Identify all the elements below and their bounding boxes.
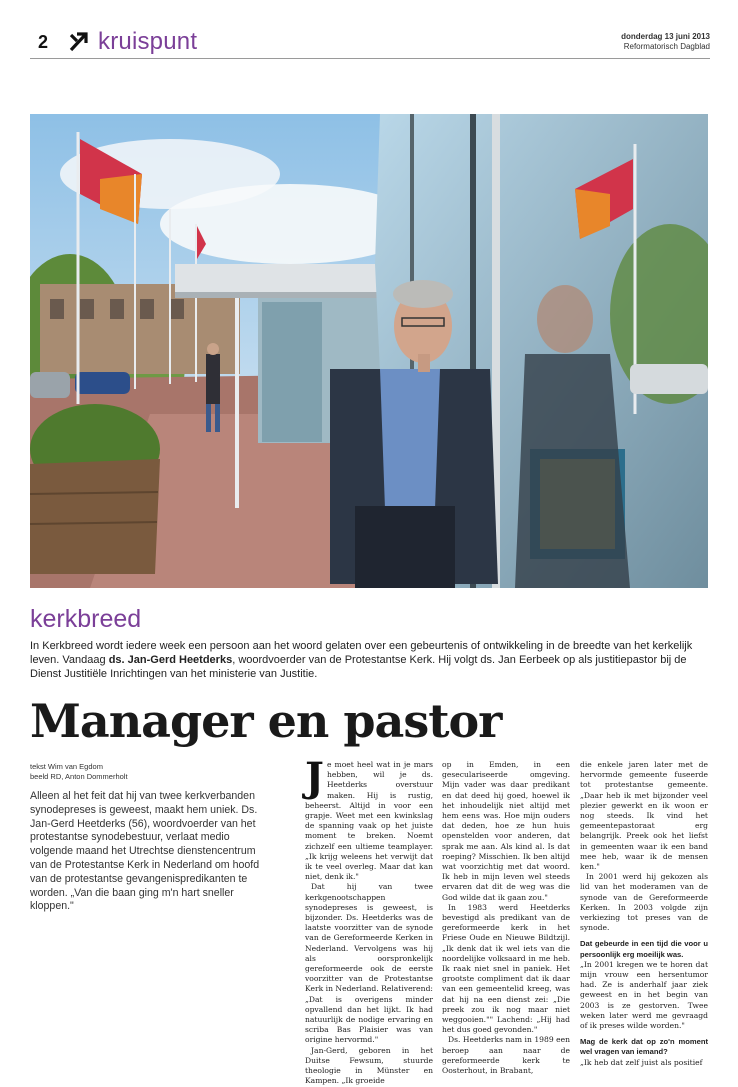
paragraph: Jan-Gerd, geboren in het Duitse Fewsum, stuurde theologie in Münster en Kampen. „Ik groeide (305, 1045, 433, 1086)
intro-name: ds. Jan-Gerd Heetderks (108, 654, 233, 667)
article-credits (30, 762, 128, 782)
paragraph: Ds. Heetderks nam in 1989 een beroep aan naar de gereformeerde kerk te Oosterhout, in Brabant, (442, 1035, 570, 1076)
article-lead: Alleen al het feit dat hij van twee kerkverbanden synodepreses is geweest, maakt hem uniek. Ds. Jan-Gerd Heetderks (56), woordvoerder van het protestantse synodebestuur, verlaat medio volgende maand het Utrechtse dienstencentrum van de Protestantse Kerk in Nederland om hoofd van de protestantse gevangenispredikanten te worden. „Van die baan ging m'n hart sneller kloppen." (30, 790, 260, 913)
interview-question: Mag de kerk dat op zo'n moment wel vragen van iemand? (580, 1037, 708, 1057)
credit-photo: beeld RD, Anton Dommerholt (30, 772, 128, 781)
newspaper-name: Reformatorisch Dagblad (623, 42, 710, 51)
page-number: 2 (38, 32, 49, 52)
article-column-3 (580, 760, 708, 1068)
article-photo (30, 114, 708, 588)
article-column-1 (305, 754, 433, 1087)
credit-text: tekst Wim van Egdom (30, 762, 103, 771)
page-header (30, 28, 710, 59)
drop-cap: J (305, 754, 324, 801)
intro-text-2: , woordvoerder van de Protestantse Kerk. Hij volgt ds. Jan Eerbeek op als justitiepastor bij de Dienst Justitiële Inrichtingen van het ministerie van Justitie. (30, 654, 687, 681)
kerkbreed-intro (30, 639, 710, 682)
paragraph: op in Emden, in een geseculariseerde omgeving. Mijn vader was daar predikant en dat deed hij goed, hoewel ik het inhoudelijk niet altijd met hem eens was. Hoe mijn ouders dat deden, hoe ze hun huis openstelden voor anderen, dat sprak me aan. Als kind al. Is dat roeping? Misschien. Ik ben altijd wat voorzichtig met dat woord. Ik heb in mijn leven wel steeds ervaren dat dit de weg was die God wilde dat ik gaan zou." (442, 760, 570, 902)
kerkbreed-title: kerkbreed (30, 605, 142, 633)
paragraph: „In 2001 kregen we te horen dat mijn vrouw een hersentumor had. Ze is anderhalf jaar ziek geweest en in het begin van 2003 is ze gestorven. Twee weken later werd me gevraagd of ik preses wilde worden." (580, 959, 708, 1031)
section-title: kruispunt (98, 28, 198, 55)
intro-text-1: In Kerkbreed wordt iedere week een persoon aan het woord gelaten over een gebeurtenis of ontwikkeling in de breedte van het kerkelijk leven. Vandaag (30, 640, 693, 667)
paragraph: In 1983 werd Heetderks bevestigd als predikant van de gereformeerde kerk in het Friese Oude en Nieuwe Bildtzijl. „Ik denk dat ik wel iets van die noordelijke volksaard in me heb. Ik raak niet snel in paniek. Het grootste compliment dat ik daar van een gemeentelid kreeg, was dat hij na een dienst zei: „Die preek zou ik nog maar niet weggooien."" Lachend: „Hij had het dus goed gevonden." (442, 902, 570, 1035)
paragraph: Dat hij van twee kerkgenootschappen synodepreses is geweest, is bijzonder. Ds. Heetderks was de laatste voorzitter van de synode van de Gereformeerde Kerken in Nederland. Vervolgens was hij als oorspronkelijk gereformeerde ook de eerste voorzitter van de Protestantse Kerk in Nederland. Relativerend: „Dat is overigens minder opvallend dan het lijkt. Ik had natuurlijk de nodige ervaring en scriba Bas Plaisier was van origine hervormd." (305, 882, 433, 1045)
paragraph: „Ik heb dat zelf juist als positief (580, 1057, 703, 1067)
article-column-2 (442, 760, 570, 1076)
interview-question: Dat gebeurde in een tijd die voor u persoonlijk erg moeilijk was. (580, 939, 708, 959)
paragraph: In 2001 werd hij gekozen als lid van het moderamen van de synode van de Gereformeerde Kerken. In 2003 volgde zijn verkiezing tot preses van de synode. (580, 872, 708, 933)
article-headline: Manager en pastor (30, 694, 502, 748)
dateline (621, 32, 710, 52)
paragraph: e moet heel wat in je mars hebben, wil je ds. Heetderks overstuur maken. Hij is rustig, beheerst. Altijd in voor een grapje. Weet met een kwinkslag de spanning vaak op het juiste moment te breken. Noemt zichzelf een ultieme teamplayer. „Ik krijg weleens het verwijt dat ik te veel overleg. Maar dat kan niet, denk ik." (305, 760, 433, 882)
issue-date: donderdag 13 juni 2013 (621, 32, 710, 41)
paragraph: die enkele jaren later met de hervormde gemeente fuseerde tot protestantse gemeente. „Daar heb ik met bijzonder veel plezier gewerkt en ik woon er nog steeds. Ik vind het gemeentepastoraat erg belangrijk. Preek ook het liefst in gemeenten waar ik een band mee heb, waar ik de mensen ken." (580, 760, 708, 872)
kruispunt-logo-icon (68, 30, 90, 52)
